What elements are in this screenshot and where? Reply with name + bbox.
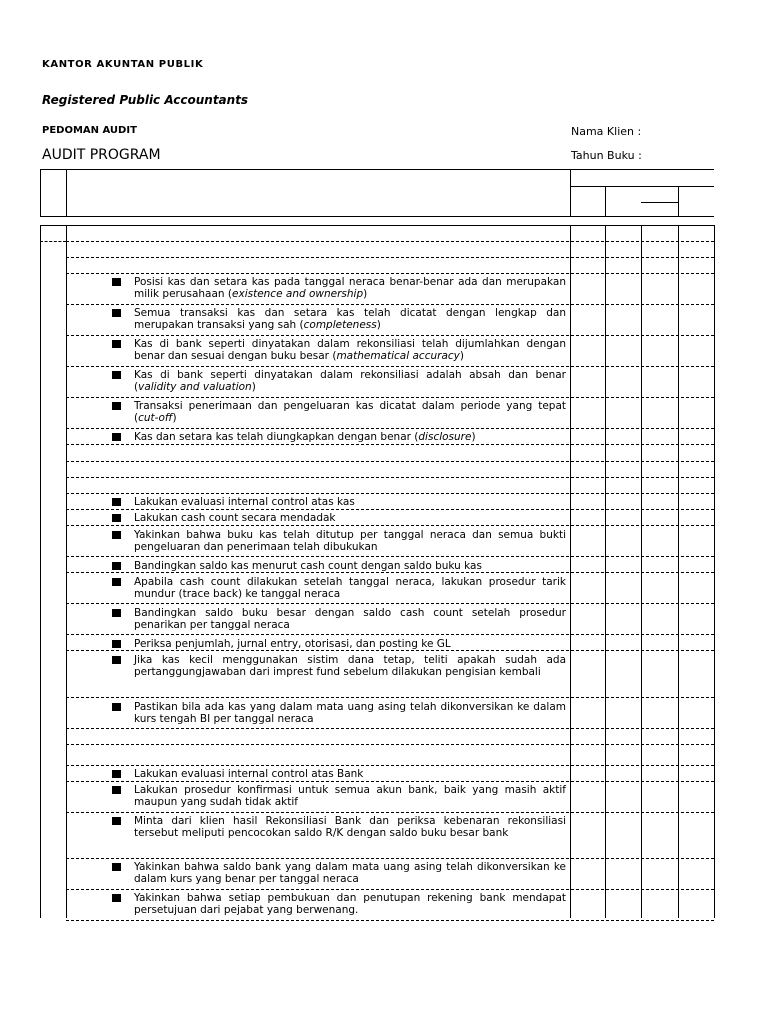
row-separator [66,397,714,398]
col-wp-header-line [605,186,606,216]
bullet-icon [112,640,121,648]
objective-item: Kas di bank seperti dinyatakan dalam rekonsiliasi adalah absah dan benar (validity and valuation) [134,369,566,393]
procedure-item: Yakinkan bahwa saldo bank yang dalam mata uang asing telah dikonversikan ke dalam kurs yang benar per tanggal neraca [134,861,566,885]
bullet-icon [112,402,121,410]
bullet-icon [112,578,121,586]
row-separator [66,781,714,782]
col-review-line [714,225,715,918]
row-separator [66,765,714,766]
bullet-icon [112,786,121,794]
procedure-item: Lakukan evaluasi internal control atas kas [134,496,355,508]
row-separator [66,812,714,813]
procedure-item: Jika kas kecil menggunakan sistim dana tetap, teliti apakah sudah ada pertanggungjawaban dari imprest fund sebelum dilakukan pengisian kembali [134,654,566,678]
objective-term: completeness [303,319,377,331]
bullet-icon [112,894,121,902]
bullet-icon [112,278,121,286]
row-separator [66,603,714,604]
bullet-icon [112,562,121,570]
procedure-item: Yakinkan bahwa setiap pembukuan dan penutupan rekening bank mendapat persetujuan dari pejabat yang berwenang. [134,892,566,916]
objective-item: Semua transaksi kas dan setara kas telah dicatat dengan lengkap dan merupakan transaksi yang sah (completeness) [134,307,566,331]
objective-item: Transaksi penerimaan dan pengeluaran kas dicatat dalam periode yang tepat (cut-off) [134,400,566,424]
objective-term: disclosure [418,431,472,443]
row-separator [66,428,714,429]
bullet-icon [112,498,121,506]
row-separator [66,461,714,462]
bullet-icon [112,656,121,664]
procedure-item: Apabila cash count dilakukan setelah tanggal neraca, lakukan prosedur tarik mundur (trace back) ke tanggal neraca [134,576,566,600]
bullet-icon [112,531,121,539]
row-separator [66,366,714,367]
procedure-item: Lakukan cash count secara mendadak [134,512,336,524]
procedure-item: Bandingkan saldo kas menurut cash count dengan saldo buku kas [134,560,482,572]
row-separator [66,525,714,526]
objective-term: existence and ownership [232,288,364,300]
objective-item: Kas dan setara kas telah diungkapkan dengan benar (disclosure) [134,431,476,443]
row-separator [66,477,714,478]
firm-subtitle: Registered Public Accountants [42,93,249,107]
bullet-icon [112,433,121,441]
row-separator [66,257,714,258]
row-separator [66,493,714,494]
objective-item: Kas di bank seperti dinyatakan dalam rekonsiliasi telah dijumlahkan dengan benar dan sesuai dengan buku besar (mathematical accuracy) [134,338,566,362]
row-separator [66,444,714,445]
row-separator [66,634,714,635]
col-no-header-line [66,169,67,216]
row-separator [66,304,714,305]
prepared-divider [641,202,678,203]
firm-name: KANTOR AKUNTAN PUBLIK [42,59,204,70]
bullet-icon [112,309,121,317]
col-left-line [40,225,41,918]
bullet-icon [112,863,121,871]
row-separator [66,509,714,510]
row-separator [66,920,714,921]
procedure-item: Periksa penjumlah, jurnal entry, otorisasi, dan posting ke GL [134,638,451,650]
row-separator [66,858,714,859]
objective-term: mathematical accuracy [336,350,460,362]
guide-label: PEDOMAN AUDIT [42,125,137,136]
work-completed-divider [570,186,714,187]
client-name-label: Nama Klien : [571,125,642,138]
header-top-border [40,169,714,170]
procedure-item: Lakukan evaluasi internal control atas Bank [134,768,364,780]
col-review-header-line [678,186,679,202]
procedure-item: Bandingkan saldo buku besar dengan saldo cash count setelah prosedur penarikan per tanggal neraca [134,607,566,631]
fiscal-year-label: Tahun Buku : [571,149,642,162]
row-separator [66,241,714,242]
objective-term: cut-off [138,412,173,424]
col-desc-header-line [570,169,571,216]
procedure-item: Lakukan prosedur konfirmasi untuk semua akun bank, baik yang masih aktif maupun yang sudah tidak aktif [134,784,566,808]
bullet-icon [112,817,121,825]
objective-item: Posisi kas dan setara kas pada tanggal neraca benar-benar ada dan merupakan milik perusahaan (existence and ownership) [134,276,566,300]
row-separator [66,335,714,336]
row-separator-first [40,241,66,242]
bullet-icon [112,514,121,522]
page-title: AUDIT PROGRAM [42,147,161,163]
bullet-icon [112,371,121,379]
row-separator [66,728,714,729]
row-separator [66,697,714,698]
procedure-item: Pastikan bila ada kas yang dalam mata uang asing telah dikonversikan ke dalam kurs tengah BI per tanggal neraca [134,701,566,725]
col-date-header-line [678,202,679,216]
bullet-icon [112,340,121,348]
row-separator [66,889,714,890]
col-left-header-line [40,169,41,216]
row-separator [66,650,714,651]
row-separator [66,744,714,745]
bullet-icon [112,770,121,778]
body-top-border [40,225,714,226]
header-bottom-border [40,216,714,217]
procedure-item: Minta dari klien hasil Rekonsiliasi Bank dan periksa kebenaran rekonsiliasi tersebut meliputi pencocokan saldo R/K dengan saldo buku besar bank [134,815,566,839]
row-separator [66,556,714,557]
row-separator [66,572,714,573]
row-separator [66,273,714,274]
bullet-icon [112,703,121,711]
bullet-icon [112,609,121,617]
objective-term: validity and valuation [138,381,252,393]
procedure-item: Yakinkan bahwa buku kas telah ditutup per tanggal neraca dan semua bukti pengeluaran dan penerimaan telah dibukukan [134,529,566,553]
